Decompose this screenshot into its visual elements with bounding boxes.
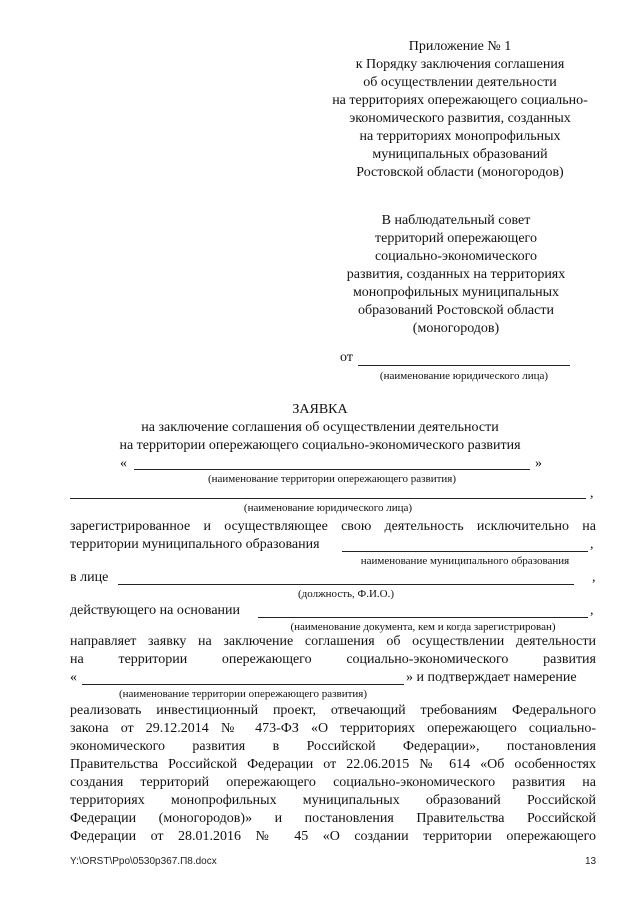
addressee-line: (моногородов) [412,321,500,336]
territory-hint-2: (наименование территории опережающего развития) [118,688,368,700]
body-line: создания территорий опережающего социально-экономического развития на [70,775,596,790]
appendix-header [300,38,620,182]
addressee-line: развития, созданных на территориях [346,267,566,282]
appendix-line: на территориях монопрофильных [359,129,561,144]
addressee-line: территорий опережающего [375,231,537,246]
basis-prefix: действующего на основании [70,603,241,618]
appendix-line: Приложение № 1 [408,39,512,54]
body-line: территориях монопрофильных муниципальных образований Российской [70,793,596,808]
body-line: Федерации от 28.01.2016 № 45 «О создании территории опережающего [70,829,596,844]
municipality-comma: , [590,537,594,552]
addressee-line: образований Ростовской области [358,303,554,318]
person-comma: , [592,570,596,585]
legal-entity-hint: (наименование юридического лица) [243,502,413,514]
person-prefix: в лице [70,570,109,585]
body-line: реализовать инвестиционный проект, отвечающий требованиям Федерального [70,703,596,718]
open-quote: « [120,456,127,471]
territory-line: на территории опережающего социально-экономического развития [70,652,596,667]
municipality-field[interactable] [342,551,588,552]
basis-hint: (наименование документа, кем и когда зарегистрирован) [290,621,556,633]
appendix-line: об осуществлении деятельности [363,75,557,90]
appendix-line: муниципальных образований [372,147,548,162]
appendix-line: экономического развития, созданных [349,111,571,126]
footer-file-path: Y:\ORST\Ppo\0530p367.П8.docx [70,856,217,867]
legal-entity-comma: , [590,486,594,501]
appendix-line: на территориях опережающего социально- [332,93,588,108]
territory-open-quote: « [70,670,77,685]
body-line: экономического развития в Российской Федерации», постановления [70,739,596,754]
municipality-prefix: территории муниципального образования [70,537,320,552]
basis-field[interactable] [258,617,588,618]
close-quote: » [535,456,542,471]
territory-name-field-2[interactable] [82,684,404,685]
basis-comma: , [590,603,594,618]
body-line: Правительства Российской Федерации от 22.06.2015 № 614 «Об особенностях [70,757,596,772]
application-subtitle: на территории опережающего социально-экономического развития [119,438,521,453]
addressee-line: социально-экономического [374,249,538,264]
person-hint: (должность, Ф.И.О.) [297,588,395,600]
addressee-line: монопрофильных муниципальных [352,285,560,300]
territory-hint: (наименование территории опережающего развития) [207,473,457,485]
person-field[interactable] [118,584,574,585]
appendix-line: к Порядку заключения соглашения [355,57,565,72]
municipality-hint: наименование муниципального образования [360,555,570,567]
from-hint: (наименование юридического лица) [379,370,549,382]
registered-line: зарегистрированное и осуществляющее свою деятельность исключительно на [70,519,596,534]
addressee-block [326,212,586,338]
confirms-suffix: » и подтверждает намерение [406,670,577,685]
sends-line: направляет заявку на заключение соглашения об осуществлении деятельности [70,634,596,649]
body-line: закона от 29.12.2014 № 473-ФЗ «О территориях опережающего социально- [70,721,596,736]
page-number: 13 [585,856,597,867]
body-line: Федерации (моногородов)» и постановления Правительства Российской [70,811,596,826]
from-prefix: от [340,350,353,365]
appendix-line: Ростовской области (моногородов) [356,165,564,180]
application-subtitle: на заключение соглашения об осуществлении деятельности [141,420,499,435]
territory-name-field[interactable] [134,469,530,470]
legal-entity-field[interactable] [70,498,586,499]
addressee-line: В наблюдательный совет [381,213,531,228]
from-legal-entity-field[interactable] [358,365,570,366]
application-title: ЗАЯВКА [292,402,348,417]
